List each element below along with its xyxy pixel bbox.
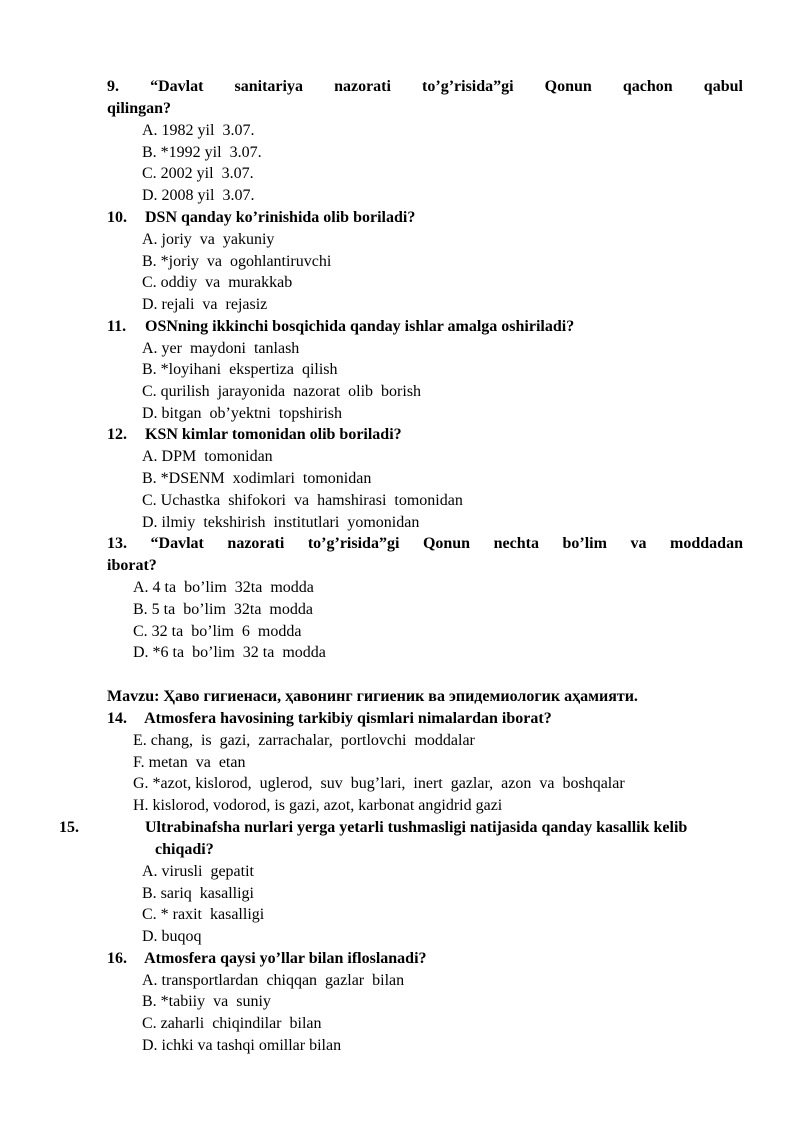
question-9-line1	[107, 76, 743, 98]
question-word: to’g’risida”gi	[307, 535, 400, 553]
question-text	[107, 207, 743, 229]
question-text	[107, 316, 743, 338]
question-number: 15.	[59, 818, 79, 836]
question-13-line1	[107, 533, 743, 555]
question-number: 12.	[107, 426, 127, 444]
question-body: KSN kimlar tomonidan olib boriladi?	[145, 426, 402, 444]
answer-option: G. *azot, kislorod, uglerod, suv bug’lari, inert gazlar, azon va boshqalar	[133, 775, 625, 793]
answer-option: A. yer maydoni tanlash	[142, 339, 300, 357]
question-number: 10.	[107, 208, 127, 226]
question-9-line2: qilingan?	[107, 100, 172, 117]
question-13	[107, 533, 743, 664]
question-word: moddadan	[670, 535, 743, 553]
answer-option: C. Uchastka shifokori va hamshirasi tomonidan	[142, 491, 463, 509]
answer-option: D. buqoq	[142, 927, 202, 945]
answer-option: H. kislorod, vodorod, is gazi, azot, karbonat angidrid gazi	[133, 797, 503, 815]
topic-heading: Mavzu: Ҳаво гигиенаси, ҳавонинг гигиеник ва эпидемиологик аҳамияти.	[107, 688, 638, 706]
question-text	[107, 708, 743, 730]
answer-option: A. virusli gepatit	[142, 862, 254, 880]
question-body: Atmosfera havosining tarkibiy qismlari nimalardan iborat?	[144, 710, 552, 728]
question-number: 14.	[107, 710, 127, 728]
question-number: 9.	[107, 78, 119, 95]
answer-option: C. oddiy va murakkab	[142, 274, 293, 292]
answer-option: B. *tabiiy va suniy	[142, 993, 271, 1011]
question-word: nazorati	[334, 78, 391, 95]
answer-option: D. 2008 yil 3.07.	[142, 187, 255, 205]
answer-option: C. zaharli chiqindilar bilan	[142, 1015, 322, 1033]
question-word: va	[630, 535, 647, 553]
question-word: bo’lim	[562, 535, 607, 553]
question-text	[107, 424, 743, 446]
answer-option: C. 32 ta bo’lim 6 modda	[133, 622, 302, 640]
question-12	[107, 424, 743, 533]
question-16	[107, 948, 743, 1057]
answer-option: B. 5 ta bo’lim 32ta modda	[133, 600, 313, 618]
answer-option: D. *6 ta bo’lim 32 ta modda	[133, 644, 326, 662]
answer-option: B. *loyihani ekspertiza qilish	[142, 361, 338, 379]
answer-option: E. chang, is gazi, zarrachalar, portlovchi moddalar	[133, 732, 475, 750]
answer-option: C. * raxit kasalligi	[142, 906, 265, 924]
question-word: qabul	[703, 78, 743, 95]
question-word: to’g’risida”gi	[422, 78, 514, 95]
question-9	[107, 76, 743, 207]
document-page	[59, 76, 743, 1057]
question-text	[107, 948, 743, 970]
question-number: 13.	[107, 535, 127, 553]
question-body: DSN qanday ko’rinishida olib boriladi?	[145, 208, 416, 226]
question-word: nechta	[493, 535, 539, 553]
question-word: Qonun	[422, 535, 471, 553]
answer-option: B. *DSENM xodimlari tomonidan	[142, 470, 372, 488]
question-word: Qonun	[544, 78, 592, 95]
question-body: OSNning ikkinchi bosqichida qanday ishlar amalga oshiriladi?	[145, 317, 575, 335]
answer-option: D. bitgan ob’yektni topshirish	[142, 404, 342, 422]
answer-option: A. 1982 yil 3.07.	[142, 122, 255, 139]
question-word: “Davlat	[150, 78, 204, 95]
answer-option: C. qurilish jarayonida nazorat olib borish	[142, 383, 422, 401]
question-15	[59, 817, 743, 948]
question-body: Atmosfera qaysi yo’llar bilan ifloslanadi?	[144, 949, 427, 967]
question-word: sanitariya	[234, 78, 303, 95]
answer-option: D. rejali va rejasiz	[142, 295, 268, 313]
answer-option: D. ilmiy tekshirish institutlari yomonidan	[142, 513, 420, 531]
question-word: nazorati	[227, 535, 285, 553]
answer-option: F. metan va etan	[133, 753, 246, 771]
question-text	[59, 817, 743, 861]
spacer	[107, 664, 743, 686]
question-word: qachon	[622, 78, 673, 95]
answer-option: D. ichki va tashqi omillar bilan	[142, 1036, 342, 1054]
question-body: Ultrabinafsha nurlari yerga yetarli tushmasligi natijasida qanday kasallik kelib chiqadi?	[145, 818, 688, 858]
answer-option: C. 2002 yil 3.07.	[142, 165, 254, 183]
question-11	[107, 316, 743, 425]
question-14	[107, 708, 743, 817]
question-10	[107, 207, 743, 316]
answer-option: B. sariq kasalligi	[142, 884, 254, 902]
answer-option: A. 4 ta bo’lim 32ta modda	[133, 579, 314, 597]
answer-option: A. transportlardan chiqqan gazlar bilan	[142, 971, 405, 989]
question-number: 11.	[107, 317, 127, 335]
answer-option: A. joriy va yakuniy	[142, 230, 275, 248]
question-13-line2: iborat?	[107, 557, 157, 575]
answer-option: B. *joriy va ogohlantiruvchi	[142, 252, 332, 270]
answer-option: B. *1992 yil 3.07.	[142, 143, 262, 161]
answer-option: A. DPM tomonidan	[142, 448, 273, 466]
question-number: 16.	[107, 949, 127, 967]
question-word: “Davlat	[150, 535, 204, 553]
